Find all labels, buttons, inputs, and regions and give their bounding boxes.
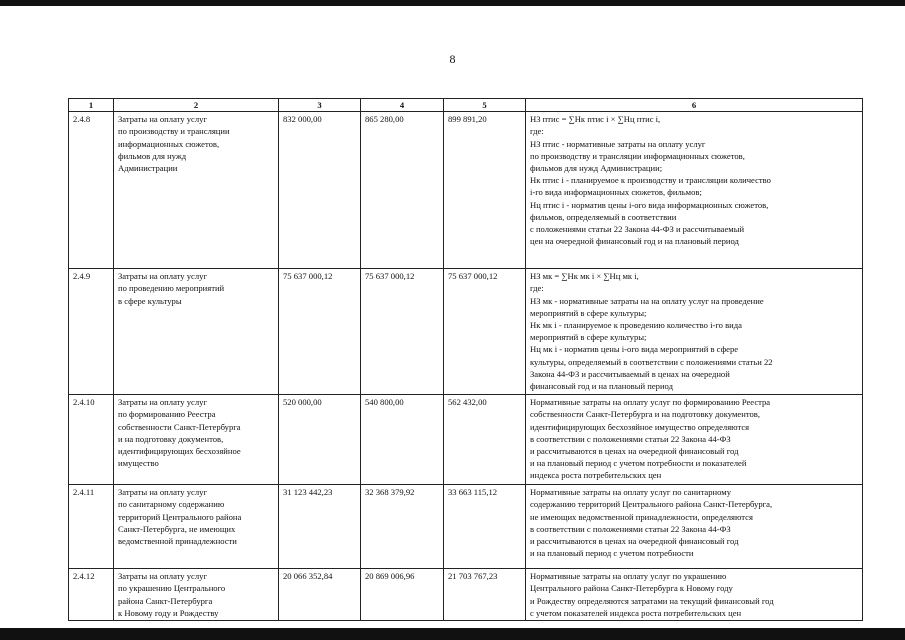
row-code: 2.4.9 <box>69 269 114 395</box>
header-col-6: 6 <box>526 99 863 112</box>
table-row <box>69 269 863 395</box>
row-value-year2: 540 800,00 <box>361 395 444 485</box>
table-header-row <box>69 99 863 112</box>
row-value-year3: 899 891,20 <box>444 112 526 269</box>
row-code: 2.4.12 <box>69 569 114 621</box>
row-formula: Нормативные затраты на оплату услуг по санитарному содержанию территорий Центрального района Санкт-Петербурга, не имеющих ведомственной принадлежности, определяются в соответствии с положениями статьи 22 Закона 44-ФЗ и рассчитываются в ценах на очередной финансовый год и на плановый период с учетом потребности <box>526 485 863 569</box>
row-value-year3: 75 637 000,12 <box>444 269 526 395</box>
row-value-year3: 21 703 767,23 <box>444 569 526 621</box>
row-name: Затраты на оплату услуг по украшению Центрального района Санкт-Петербурга к Новому году и Рождеству <box>114 569 279 621</box>
row-name: Затраты на оплату услуг по производству и трансляции информационных сюжетов, фильмов для нужд Администрации <box>114 112 279 269</box>
row-name: Затраты на оплату услуг по формированию Реестра собственности Санкт-Петербурга и на подготовку документов, идентифицирующих бесхозяйное имущество <box>114 395 279 485</box>
row-formula: Нормативные затраты на оплату услуг по украшению Центрального района Санкт-Петербурга к Новому году и Рождеству определяются затратами на текущий финансовый год с учетом показателей индекса роста потребительских цен <box>526 569 863 621</box>
header-col-2: 2 <box>114 99 279 112</box>
row-formula: НЗ мк = ∑Нк мк i × ∑Нц мк i, где: НЗ мк - нормативные затраты на на оплату услуг на проведение мероприятий в сфере культуры; Нк мк i - планируемое к проведению количество i-го вида мероприятий в сфере культуры; Нц мк i - норматив цены i-ого вида мероприятий в сфере культуры, определяемый в соответствии с положениями статьи 22 Закона 44-ФЗ и рассчитываемый в ценах на очередной финансовый год и на плановый период <box>526 269 863 395</box>
row-value-year1: 75 637 000,12 <box>279 269 361 395</box>
row-value-year1: 520 000,00 <box>279 395 361 485</box>
scan-top-border <box>0 0 905 6</box>
header-col-5: 5 <box>444 99 526 112</box>
costs-table <box>68 98 863 621</box>
table-row <box>69 485 863 569</box>
row-value-year2: 75 637 000,12 <box>361 269 444 395</box>
row-value-year3: 562 432,00 <box>444 395 526 485</box>
row-value-year2: 32 368 379,92 <box>361 485 444 569</box>
row-value-year2: 20 869 006,96 <box>361 569 444 621</box>
header-col-3: 3 <box>279 99 361 112</box>
row-formula: НЗ птис = ∑Нк птис i × ∑Нц птис i, где: НЗ птис - нормативные затраты на оплату услуг по производству и трансляции информационных сюжетов, фильмов для нужд Администрации; Нк птис i - планируемое к производству и трансляции количество i-го вида информационных сюжетов, фильмов; Нц птис i - норматив цены i-ого вида информационных сюжетов, фильмов, определяемый в соответствии с положениями статьи 22 Закона 44-ФЗ и рассчитываемый цен на очередной финансовый год и на плановый период <box>526 112 863 269</box>
table-row <box>69 569 863 621</box>
header-col-1: 1 <box>69 99 114 112</box>
row-name: Затраты на оплату услуг по проведению мероприятий в сфере культуры <box>114 269 279 395</box>
row-value-year1: 20 066 352,84 <box>279 569 361 621</box>
row-formula: Нормативные затраты на оплату услуг по формированию Реестра собственности Санкт-Петербурга и на подготовку документов, идентифицирующих бесхозяйное имущество определяются в соответствии с положениями статьи 22 Закона 44-ФЗ и рассчитываются в ценах на очередной финансовый год и на плановый период с учетом потребности и показателей индекса роста потребительских цен <box>526 395 863 485</box>
table-row <box>69 395 863 485</box>
row-name: Затраты на оплату услуг по санитарному содержанию территорий Центрального района Санкт-Петербурга, не имеющих ведомственной принадлежности <box>114 485 279 569</box>
header-col-4: 4 <box>361 99 444 112</box>
row-value-year2: 865 280,00 <box>361 112 444 269</box>
row-code: 2.4.8 <box>69 112 114 269</box>
row-code: 2.4.10 <box>69 395 114 485</box>
row-value-year3: 33 663 115,12 <box>444 485 526 569</box>
scan-bottom-border <box>0 628 905 640</box>
row-code: 2.4.11 <box>69 485 114 569</box>
row-value-year1: 832 000,00 <box>279 112 361 269</box>
row-value-year1: 31 123 442,23 <box>279 485 361 569</box>
table-row <box>69 112 863 269</box>
page-number: 8 <box>449 52 456 66</box>
